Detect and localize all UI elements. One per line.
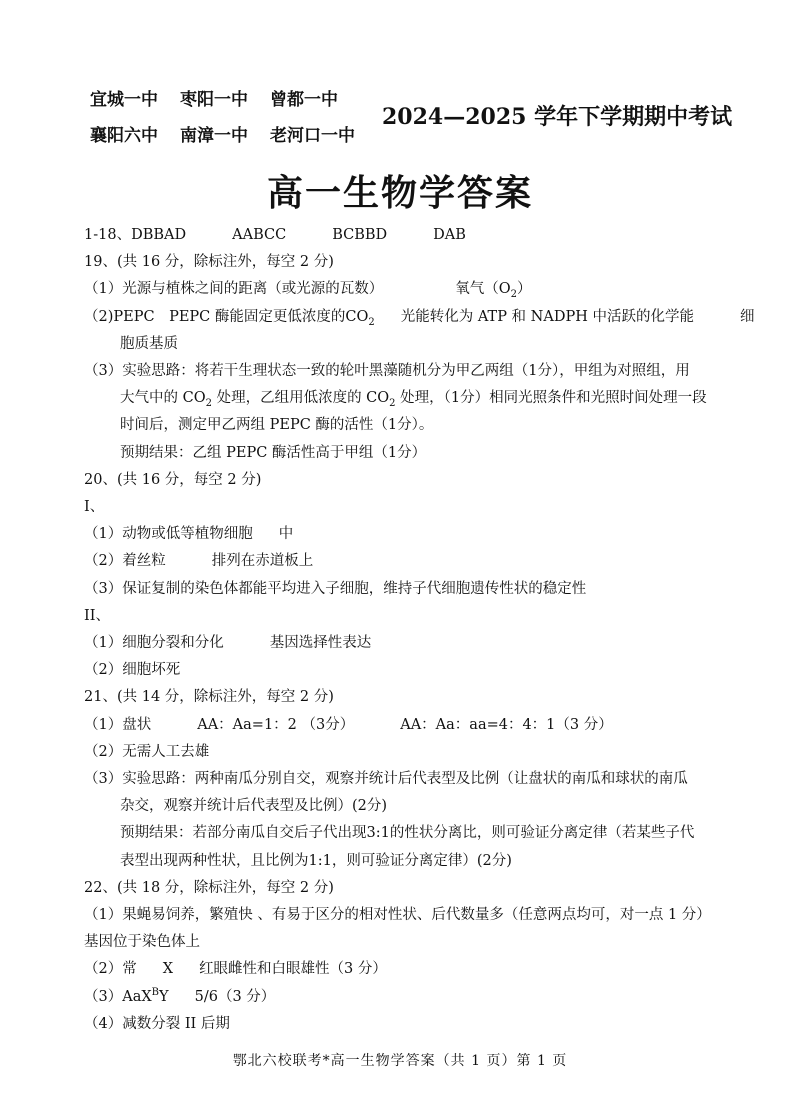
answer-text: 基因选择性表达 <box>269 635 372 652</box>
subscript: 2 <box>510 289 517 301</box>
answer-line <box>84 276 734 303</box>
answer-text: （2）常 <box>84 961 137 978</box>
school-list <box>90 82 377 154</box>
answer-text: Y <box>159 988 169 1005</box>
answer-text: （3）AaX <box>84 988 152 1005</box>
question-head: 22、(共 18 分，除标注外，每空 2 分) <box>84 879 334 896</box>
answer-text: 红眼雌性和白眼雄性（3 分） <box>199 961 387 978</box>
school-name: 老河口一中 <box>270 126 355 146</box>
answer-text: 大气中的 CO <box>120 390 206 407</box>
question-head: 21、(共 14 分，除标注外，每空 2 分) <box>84 689 334 706</box>
answer-line <box>84 548 734 575</box>
answer-text: （1）动物或低等植物细胞 <box>84 526 253 543</box>
answer-line <box>84 630 734 657</box>
exam-title: 2024—2025 学年下学期期中考试 <box>382 104 733 130</box>
mc-group: AABCC <box>232 227 287 243</box>
mc-label: 1-18、 <box>84 227 132 243</box>
mc-group: DBBAD <box>131 227 187 243</box>
answer-line: （1）果蝇易饲养，繁殖快 、有易于区分的相对性状、后代数量多（任意两点均可，对一点 1 分） <box>84 907 711 924</box>
answer-text: AA：Aa=1：2 （3分） <box>197 716 355 733</box>
subscript: 2 <box>205 398 212 410</box>
answer-line: （4）减数分裂 II 后期 <box>84 1015 230 1032</box>
page-footer: 鄂北六校联考*高一生物学答案（共 1 页）第 1 页 <box>232 1053 568 1069</box>
question-head: 19、(共 16 分，除标注外，每空 2 分) <box>84 254 334 271</box>
answer-text: 5/6（3 分） <box>194 988 276 1005</box>
answer-line: （3）实验思路：两种南瓜分别自交，观察并统计后代表型及比例（让盘状的南瓜和球状的南瓜 <box>84 771 688 788</box>
section-label: I、 <box>84 499 105 516</box>
school-row-1 <box>90 82 377 118</box>
answer-text: （1）盘状 <box>84 716 152 733</box>
answer-text: （1）光源与植株之间的距离（或光源的瓦数） <box>84 281 384 298</box>
mc-group: BCBBD <box>332 227 388 243</box>
school-name: 枣阳一中 <box>180 90 248 110</box>
document-title: 高一生物学答案 <box>266 172 533 214</box>
answer-line <box>84 304 755 331</box>
school-name: 南漳一中 <box>180 126 248 146</box>
answer-line: 表型出现两种性状，且比例为1:1，则可验证分离定律）(2分) <box>120 852 512 869</box>
answer-line: 时间后，测定甲乙两组 PEPC 酶的活性（1分）。 <box>120 417 434 434</box>
mc-answers <box>84 222 734 249</box>
answer-text: X <box>162 961 174 978</box>
school-row-2 <box>90 118 377 154</box>
answer-line <box>84 385 734 412</box>
superscript: B <box>151 986 160 998</box>
question-head: 20、(共 16 分，每空 2 分) <box>84 471 262 488</box>
answer-text: 细 <box>739 308 755 325</box>
answer-text: AA：Aa：aa=4：4：1（3 分） <box>400 716 613 733</box>
answer-text: 处理，（1分）相同光照条件和光照时间处理一段 <box>395 390 707 407</box>
answer-text: （1）细胞分裂和分化 <box>84 635 224 652</box>
answer-text: 排列在赤道板上 <box>211 553 314 570</box>
answer-text: 氧气（O <box>455 281 511 298</box>
mc-group: DAB <box>433 227 466 243</box>
answer-line <box>84 984 734 1011</box>
answer-text: （2）着丝粒 <box>84 553 166 570</box>
answer-line <box>84 712 734 739</box>
answer-text: 光能转化为 ATP 和 NADPH 中活跃的化学能 <box>400 308 694 325</box>
answer-line: （3）实验思路：将若干生理状态一致的轮叶黑藻随机分为甲乙两组（1分），甲组为对照组，用 <box>84 363 690 380</box>
answer-line: 胞质基质 <box>120 335 178 352</box>
answer-line: 杂交，观察并统计后代表型及比例）(2分) <box>120 798 388 815</box>
school-name: 襄阳六中 <box>90 126 158 146</box>
subscript: 2 <box>368 316 375 328</box>
answer-text: 中 <box>278 526 294 543</box>
answer-line: （2）无需人工去雄 <box>84 743 210 760</box>
answer-line: 预期结果：乙组 PEPC 酶活性高于甲组（1分） <box>120 444 427 461</box>
answer-text: ） <box>517 281 532 298</box>
answer-text: （2)PEPC PEPC 酶能固定更低浓度的CO <box>84 308 369 325</box>
school-name: 曾都一中 <box>270 90 338 110</box>
subscript: 2 <box>389 398 396 410</box>
answer-line: （3）保证复制的染色体都能平均进入子细胞，维持子代细胞遗传性状的稳定性 <box>84 580 587 597</box>
answer-line <box>84 956 734 983</box>
answer-line: （2）细胞坏死 <box>84 662 181 679</box>
answer-line: 预期结果：若部分南瓜自交后子代出现3:1的性状分离比，则可验证分离定律（若某些子代 <box>120 825 695 842</box>
answer-line: 基因位于染色体上 <box>84 934 200 951</box>
section-label: II、 <box>84 607 110 624</box>
answer-text: 处理，乙组用低浓度的 CO <box>211 390 390 407</box>
answer-line <box>84 521 734 548</box>
answer-content <box>84 222 755 1038</box>
school-name: 宜城一中 <box>90 90 158 110</box>
